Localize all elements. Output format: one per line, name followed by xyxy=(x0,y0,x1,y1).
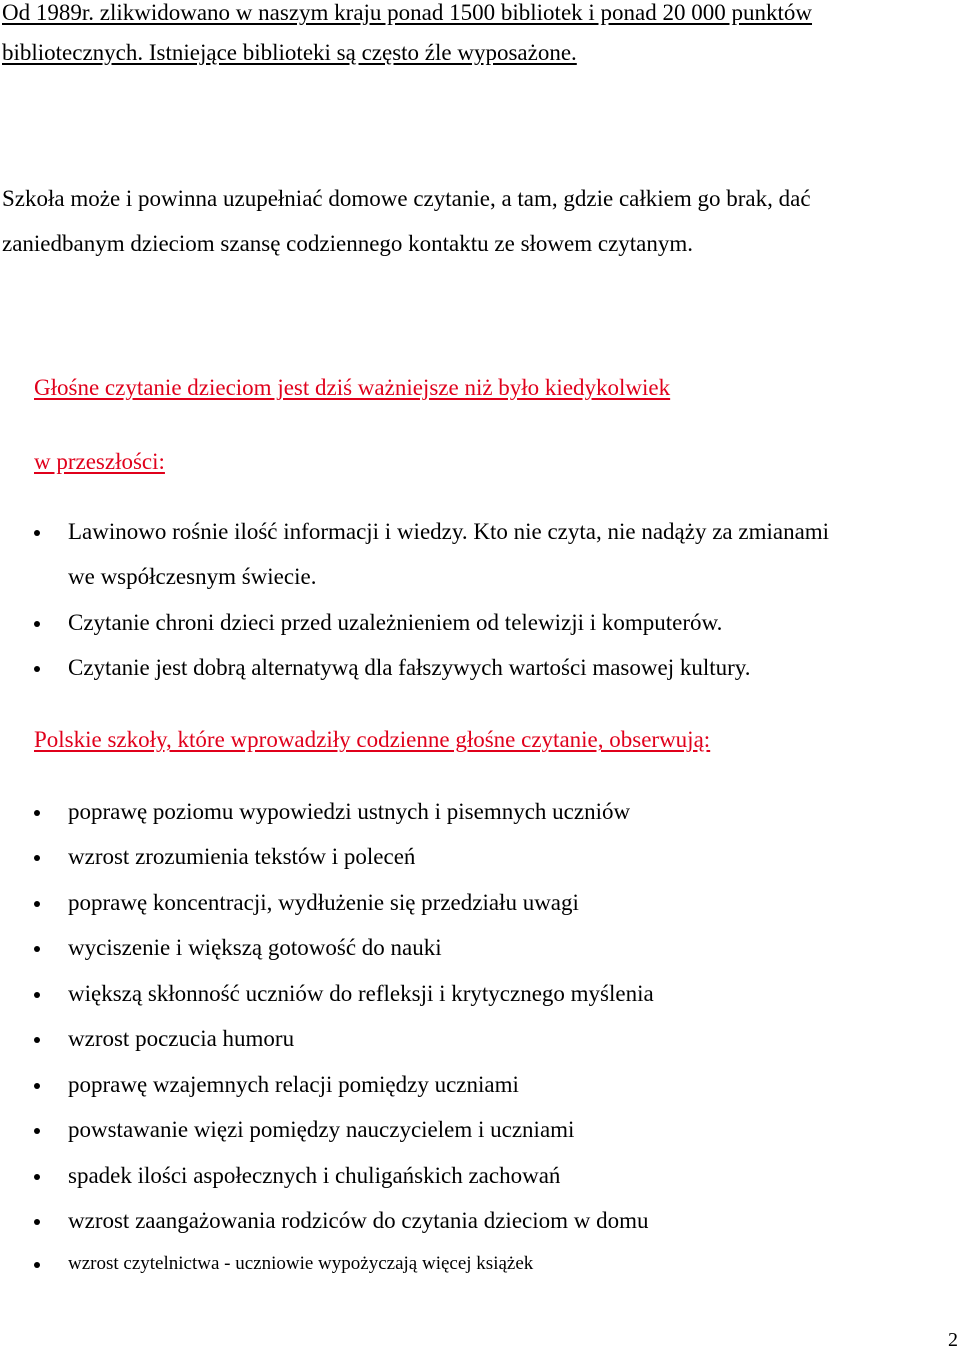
school-line-2: zaniedbanym dzieciom szansę codziennego kontaktu ze słowem czytanym. xyxy=(2,231,694,256)
list-item: Lawinowo rośnie ilość informacji i wiedzy. Kto nie czyta, nie nadąży za zmianami xyxy=(68,519,830,544)
bullet-icon xyxy=(34,621,40,627)
bullet-icon xyxy=(34,901,40,907)
bullet-icon xyxy=(34,530,40,536)
bullet-icon xyxy=(34,666,40,672)
list-item: Czytanie jest dobrą alternatywą dla fałszywych wartości masowej kultury. xyxy=(68,655,751,680)
list-item: poprawę poziomu wypowiedzi ustnych i pisemnych uczniów xyxy=(68,799,631,824)
list-item-continuation: we współczesnym świecie. xyxy=(68,564,317,589)
list-item: Czytanie chroni dzieci przed uzależnieniem od telewizji i komputerów. xyxy=(68,610,723,635)
list-item: wzrost zrozumienia tekstów i poleceń xyxy=(68,844,416,869)
intro-line-1: Od 1989r. zlikwidowano w naszym kraju ponad 1500 bibliotek i ponad 20 000 punktów xyxy=(2,0,813,25)
section2-heading: Polskie szkoły, które wprowadziły codzienne głośne czytanie, obserwują: xyxy=(34,727,711,752)
list-item: wyciszenie i większą gotowość do nauki xyxy=(68,935,442,960)
list-item: wzrost poczucia humoru xyxy=(68,1026,295,1051)
bullet-icon xyxy=(34,1262,40,1268)
list-item: większą skłonność uczniów do refleksji i krytycznego myślenia xyxy=(68,981,654,1006)
school-line-1: Szkoła może i powinna uzupełniać domowe czytanie, a tam, gdzie całkiem go brak, dać xyxy=(2,186,811,211)
list-item: powstawanie więzi pomiędzy nauczycielem i uczniami xyxy=(68,1117,575,1142)
intro-line-2: bibliotecznych. Istniejące biblioteki są często źle wyposażone. xyxy=(2,40,577,65)
bullet-icon xyxy=(34,1174,40,1180)
page-number: 2 xyxy=(948,1329,958,1351)
list-item: poprawę koncentracji, wydłużenie się przedziału uwagi xyxy=(68,890,579,915)
bullet-icon xyxy=(34,1037,40,1043)
bullet-icon xyxy=(34,1128,40,1134)
bullet-icon xyxy=(34,1083,40,1089)
section1-heading-line-2: w przeszłości: xyxy=(34,449,165,474)
bullet-icon xyxy=(34,992,40,998)
list-item: spadek ilości aspołecznych i chuligańskich zachowań xyxy=(68,1163,561,1188)
list-item: wzrost czytelnictwa - uczniowie wypożyczają więcej książek xyxy=(68,1253,534,1274)
list-item: wzrost zaangażowania rodziców do czytania dzieciom w domu xyxy=(68,1208,649,1233)
list-item: poprawę wzajemnych relacji pomiędzy uczniami xyxy=(68,1072,519,1097)
bullet-icon xyxy=(34,810,40,816)
bullet-icon xyxy=(34,855,40,861)
section1-heading-line-1: Głośne czytanie dzieciom jest dziś ważniejsze niż było kiedykolwiek xyxy=(34,375,671,400)
bullet-icon xyxy=(34,1219,40,1225)
bullet-icon xyxy=(34,946,40,952)
